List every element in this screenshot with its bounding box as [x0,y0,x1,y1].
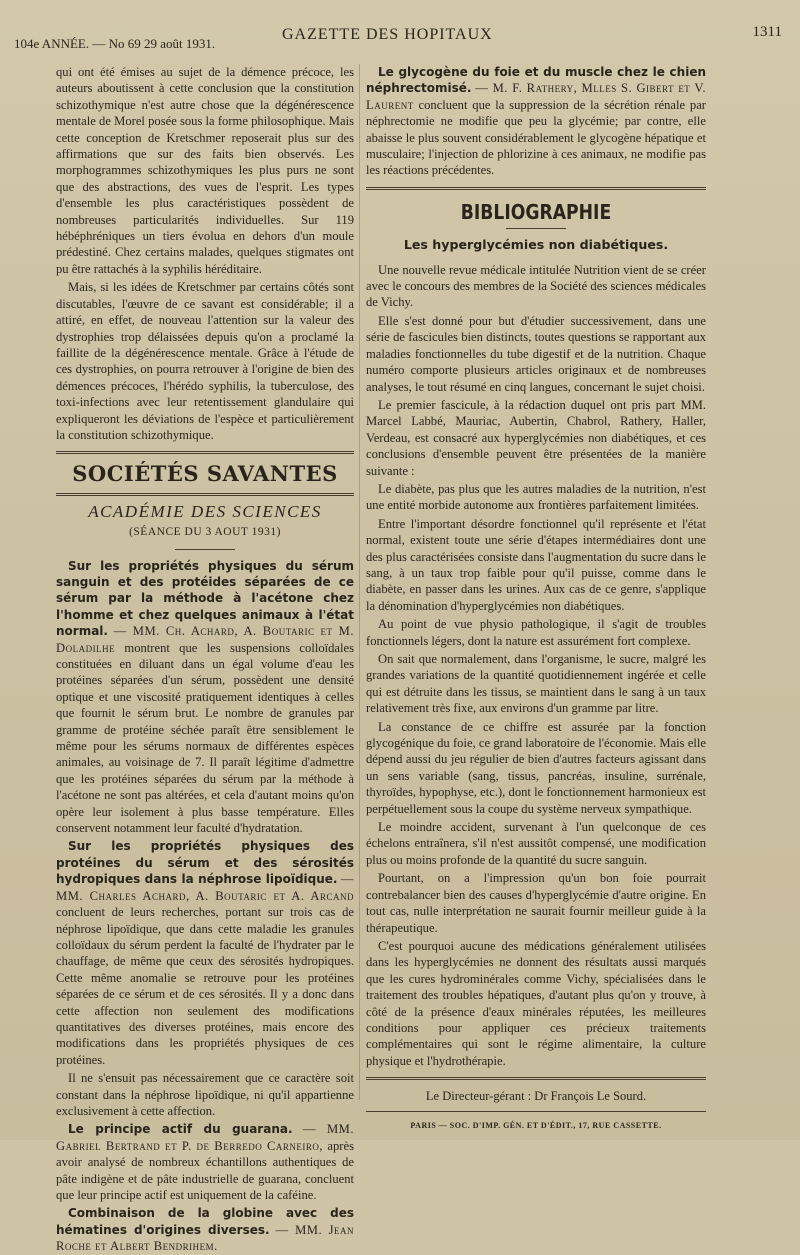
communication-text: montrent que les suspensions colloïdales constituées en diluant dans un égal volume d'eau les protéines séparées d'un sérum, possèdent une densité optique et une viscosité pratiquement identiques à celles que fournit le sérum brut. Le nombre de granules par gramme de protéine séchée paraît être sensiblement le même pour les sérums normaux de différentes espèces animales, au voisinage de 7. Il paraît légitime d'admettre que les protéines séparées du sérum par la méthode à l'acétone ne sont pas altérées, et cela d'autant moins qu'on opère leur isolement à plus basse température. Elles conservent notamment leur faculté d'hydratation. [56,640,354,836]
page-number: 1311 [752,24,782,40]
footer-divider [366,1077,706,1080]
communication-item [56,558,354,837]
issue-date: 29 août 1931. [144,36,216,51]
bibliography-paragraph: Une nouvelle revue médicale intitulée Nutrition vient de se créer avec le concours des membres de la Société des sciences médicales de Vichy. [366,262,706,310]
section-title: SOCIÉTÉS SAVANTES [72,461,338,487]
communication-title: Combinaison de la globine avec des hématines d'origines diverses. [56,1206,354,1237]
intro-paragraph: qui ont été émises au sujet de la démence précoce, les auteurs aboutissent à cette conclusion que la constitution schizothymique n'est autre chose que la dégénérescence mentale de Morel posée sous la forme philosophique. Mais cette conception de Kretschmer reposerait plus sur des affirmations que sur des faits bien observés. Les morphogrammes schizothymiques les plus purs ne sont que des abstractions, des vues de l'esprit. Les types d'ensemble les plus caractéristiques possèdent de nombreuses particularités individuelles. Sur 119 hébéphréniques un tiers évolua en dehors d'un moule prédestiné. Chez certains malades, quelques stigmates ont pu être rattachés à la syphilis héréditaire. [56,65,354,276]
footer-divider [366,1111,706,1112]
bibliography-paragraph: C'est pourquoi aucune des médications généralement utilisées dans les hyperglycémies ne donnent des résultats aussi marqués que les cures hydrominérales comme Vichy, spécialisées dans le traitement des troubles hépatiques, d'autant plus qu'on y trouve, à côté de la présence d'eaux minérales réputées, les meilleures conditions pour appliquer ces précieux traitements complémentaires qui sont le régime alimentaire, la culture physique et l'hydrothérapie. [366,938,706,1068]
bibliography-paragraph: Elle s'est donné pour but d'étudier successivement, dans une série de fascicules bien distincts, toutes questions se rapportant aux maladies fonctionnelles du tube digestif et de la nutrition. Chaque numéro comporte plusieurs articles originaux et de nombreuses analyses, le tout résumé en cinq langues, concernant le sujet choisi. [366,313,706,394]
communication-extra: Il ne s'ensuit pas nécessairement que ce caractère soit constant dans la néphrose lipoïdique, ni qu'il appartienne exclusivement à cette affection. [56,1071,354,1118]
academie-heading: ACADÉMIE DES SCIENCES [88,501,322,521]
bibliography-title: BIBLIOGRAPHIE [460,199,612,224]
bibliography-subtitle: Les hyperglycémies non diabétiques. [403,237,669,253]
bibliography-paragraph: Le moindre accident, survenant à l'un quelconque de ces échelons entraînera, s'il n'est aussitôt compensé, une modification plus ou moins profonde de la quantité du sucre sanguin. [366,820,706,867]
seance-date: (SÉANCE DU 3 AOUT 1931) [129,526,281,539]
communication-authors: — MM. Ch. Achard, A. Boutaric et M. Doladilhe [56,624,354,655]
bibliography-paragraph: La constance de ce chiffre est assurée par la fonction glycogénique du foie, ce grand laboratoire de l'économie. Mais elle dépend aussi du jeu régulier de bien d'autres facteurs agissant dans un sens variable (sang, tissus, pancréas, insuline, surrénale, thyroïdes, hypophyse, etc.), dont le fonctionnement harmonieux est perpétuellement sous la coupe du système nerveux sympathique. [366,719,706,816]
bibliography-paragraph: Le diabète, pas plus que les autres maladies de la nutrition, n'est une entité morbide autonome aux frontières parfaitement limitées. [366,481,706,513]
section-divider [366,187,706,190]
communication-item [56,1205,354,1254]
short-divider [506,228,566,229]
right-column [366,64,706,1130]
communication-title: Sur les propriétés physiques des protéines du sérum et des sérosités hydropiques dans la néphrose lipoïdique. [56,839,354,887]
communication-item [366,64,706,179]
left-column [56,64,354,1254]
communication-text: après avoir analysé de nombreux échantillons authentiques de pâte indigène et de pâte industrielle de guarana, concluent que leur principe actif est uniquement de la caféine. [56,1138,354,1202]
bibliography-paragraph: Entre l'important désordre fonctionnel qu'il représente et l'état normal, existent toute une série d'étapes intermédiaires dont une des plus caractérisées consiste dans l'augmentation du sucre dans le sang, à un taux trop faible pour qu'il puisse, comme dans le diabète, en passer dans les urines. Aux cas de ce genre, s'applique la dénomination d'hyperglycémies non diabétiques. [366,516,706,613]
journal-title: GAZETTE DES HOPITAUX [282,26,493,43]
communication-item [56,838,354,1068]
bibliography-paragraph: Le premier fascicule, à la rédaction duquel ont pris part MM. Marcel Labbé, Mauriac, Aubertin, Chabrol, Rathery, Haller, Verdeau, est consacré aux hyperglycémies non diabétiques, et ces conclusions d'ensemble peuvent être présentées de la manière suivante : [366,397,706,478]
communication-authors: — MM. Gabriel Bertrand et P. de Berredo Carneiro, [56,1122,354,1153]
communication-text: concluent que la suppression de la sécrétion rénale par néphrectomie ne modifie que peu la glycémie; par contre, elle abaisse le plus souvent considérablement le glycogène hépatique et musculaire; l'injection de phlorizine à ces animaux, ne modifie pas les réactions précédentes. [366,97,706,178]
column-separator [359,64,360,1100]
communication-item [56,1121,354,1203]
bibliography-paragraph: Pourtant, on a l'impression qu'un bon foie pourrait contrebalancer bien des causes d'hyperglycémie d'autre origine. En tout cas, nulle interprétation ne saurait fournir meilleur guide à la thérapeutique. [366,871,706,935]
printer-imprint: PARIS — SOC. D'IMP. GÉN. ET D'ÉDIT., 17, RUE CASSETTE. [410,1120,662,1130]
short-divider [175,549,235,550]
communication-text: concluent de leurs recherches, portant sur trois cas de néphrose lipoïdique, que dans cette maladie les granules colloïdaux du sérum perdent la faculté de l'hydrater par le chauffage, de même que ceux des sérosités hydropiques. Cette même anomalie se retrouve pour les protéines séparées de ce sérum et de ces sérosités. Il y a donc dans cette affection non seulement des modifications quantitatives des diverses protéines, mais encore des modifications dans les propriétés physiques de ces protéines. [56,905,354,1067]
communication-authors: — MM. Charles Achard, A. Boutaric et A. Arcand [56,872,354,903]
director-signature: Le Directeur-gérant : Dr François Le Sourd. [425,1089,647,1104]
page-header [14,22,786,52]
communication-authors: — M. F. Rathery, Mlles S. Gibert et V. Laurent [366,81,706,112]
bibliography-paragraph: On sait que normalement, dans l'organisme, le sucre, malgré les grandes variations de la quantité quotidiennement ingérée et celle qui est détruite dans les tissus, se maintient dans le sang à un taux relativement très fixe, aux environs d'un gramme par litre. [366,652,706,716]
section-divider [56,451,354,454]
communication-title: Le principe actif du guarana. [68,1122,293,1137]
section-divider [56,493,354,496]
intro-paragraph: Mais, si les idées de Kretschmer par certains côtés sont discutables, l'œuvre de ce savant est considérable; il a attiré, en effet, de nouveau l'attention sur la valeur des dystrophies trop délaissées depuis qu'on a proclamé la faillite de la dégénérescence mentale. Grâce à l'étude de ces dystrophies, on pourra retrouver à l'origine de bien des démences précoces, l'hérédo syphilis, la tuberculose, des toxi-infections avec leur retentissement glandulaire qui expliqueront les déviations de l'espèce et particulièrement la constitution schizothymique. [56,280,354,442]
communication-title: Sur les propriétés physiques du sérum sanguin et des protéides séparées de ce sérum par la méthode à l'acétone chez l'homme et chez quelques animaux à l'état normal. [56,558,354,639]
communication-authors: — MM. Jean Roche et Albert Bendrihem. [56,1222,354,1254]
bibliography-paragraph: Au point de vue physio pathologique, il s'agit de troubles fonctionnels légers, dont la nature est assurément fort complexe. [366,617,706,648]
communication-title: Le glycogène du foie et du muscle chez le chien néphrectomisé. [366,65,706,96]
issue-number: 104e ANNÉE. — No 69 [14,36,141,51]
